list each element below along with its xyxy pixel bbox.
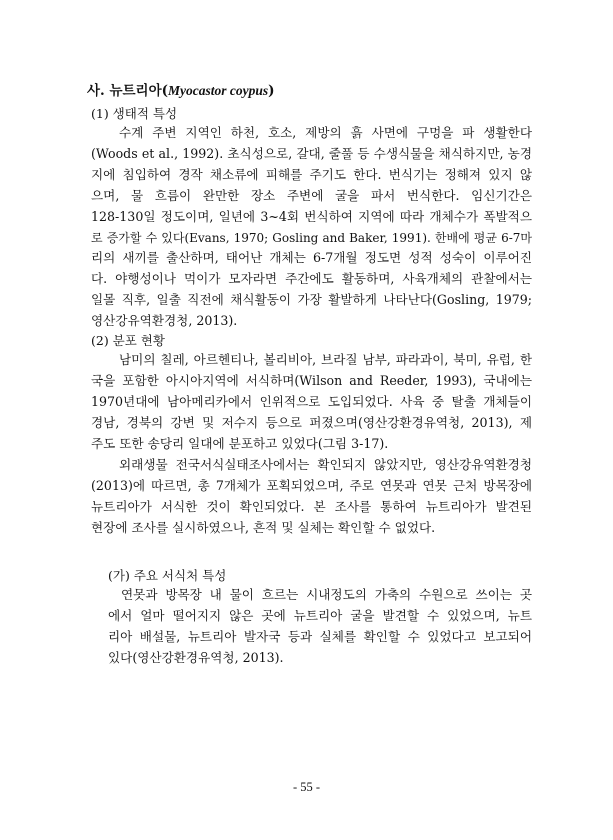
ecology-line: 로 증가할 수 있다(Evans, 1970; Gosling and Baker, 1991). 한배에 평균 6-7마 bbox=[91, 230, 532, 245]
ecology-line: 128-130일 정도이며, 일년에 3~4회 번식하여 지역에 따라 개체수가 폭발적으 bbox=[91, 208, 532, 224]
section-heading-close: ) bbox=[268, 83, 275, 99]
distribution-line: 주도 또한 송당리 일대에 분포하고 있었다(그림 3-17). bbox=[91, 435, 389, 451]
distribution-line: 뉴트리아가 서식한 것이 확인되었다. 본 조사를 통하여 뉴트리아가 발견된 bbox=[91, 498, 532, 514]
section-heading bbox=[87, 79, 275, 99]
distribution-line: 경남, 경북의 강변 및 저수지 등으로 퍼졌으며(영산강환경유역청, 2013), 제 bbox=[91, 414, 532, 430]
distribution-line: (2013)에 따르면, 총 7개체가 포획되었으며, 주로 연못과 연못 근처 방목장에 bbox=[91, 477, 532, 493]
ecology-line: 리의 새끼를 출산하며, 태어난 개체는 6-7개월 정도면 성적 성숙이 이루어진 bbox=[91, 250, 532, 266]
ecology-line: 지에 침입하여 경작 채소류에 피해를 주기도 한다. 번식기는 정해져 있지 않 bbox=[91, 166, 532, 182]
scientific-name: Myocastor coypus bbox=[168, 83, 269, 98]
distribution-line: 국을 포함한 아시아지역에 서식하며(Wilson and Reeder, 1993), 국내에는 bbox=[91, 372, 532, 388]
ecology-paragraph bbox=[91, 123, 532, 332]
distribution-subheading: (2) 분포 현황 bbox=[91, 333, 165, 348]
ecology-subheading: (1) 생태적 특성 bbox=[91, 106, 178, 121]
habitat-line: 에서 얼마 떨어지지 않은 곳에 뉴트리아 굴을 발견할 수 있었으며, 뉴트 bbox=[108, 607, 532, 623]
habitat-line: 리아 배설물, 뉴트리아 발자국 등과 실체를 확인할 수 있었다고 보고되어 bbox=[108, 628, 532, 644]
ecology-line: 다. 야행성이나 먹이가 모자라면 주간에도 활동하며, 사육개체의 관찰에서는 bbox=[91, 271, 532, 287]
habitat-line: 연못과 방목장 내 물이 흐르는 시내정도의 가축의 수원으로 쓰이는 곳 bbox=[121, 587, 532, 602]
section-heading-korean: 사. 뉴트리아( bbox=[87, 83, 168, 99]
distribution-line: 외래생물 전국서식실태조사에서는 확인되지 않았지만, 영산강유역환경청 bbox=[119, 457, 532, 472]
ecology-line: 일몰 직후, 일출 직전에 채식활동이 가장 활발하게 나타난다(Gosling, 1979; bbox=[91, 292, 532, 308]
distribution-paragraph-1 bbox=[91, 350, 532, 455]
habitat-line: 있다(영산강환경유역청, 2013). bbox=[108, 649, 284, 665]
habitat-paragraph bbox=[108, 585, 532, 669]
ecology-line: 으며, 물 흐름이 완만한 장소 주변에 굴을 파서 번식한다. 임신기간은 bbox=[91, 187, 532, 203]
ecology-line: 수계 주변 지역인 하천, 호소, 제방의 흙 사면에 구멍을 파 생활한다 bbox=[119, 125, 532, 140]
ecology-line: 영산강유역환경청, 2013). bbox=[91, 313, 238, 329]
ecology-line: (Woods et al., 1992). 초식성으로, 갈대, 줄풀 등 수생식물을 채식하지만, 농경 bbox=[91, 145, 532, 161]
distribution-line: 남미의 칠레, 아르헨티나, 볼리비아, 브라질 남부, 파라과이, 북미, 유럽, 한 bbox=[119, 352, 532, 367]
page-number: - 55 - bbox=[292, 780, 321, 794]
habitat-subheading: (가) 주요 서식처 특성 bbox=[108, 568, 227, 583]
distribution-line: 1970년대에 남아메리카에서 인위적으로 도입되었다. 사육 중 탈출 개체들이 bbox=[91, 393, 532, 409]
distribution-paragraph-2 bbox=[91, 455, 532, 539]
distribution-line: 현장에 조사를 실시하였으나, 흔적 및 실체는 확인할 수 없었다. bbox=[91, 519, 436, 535]
